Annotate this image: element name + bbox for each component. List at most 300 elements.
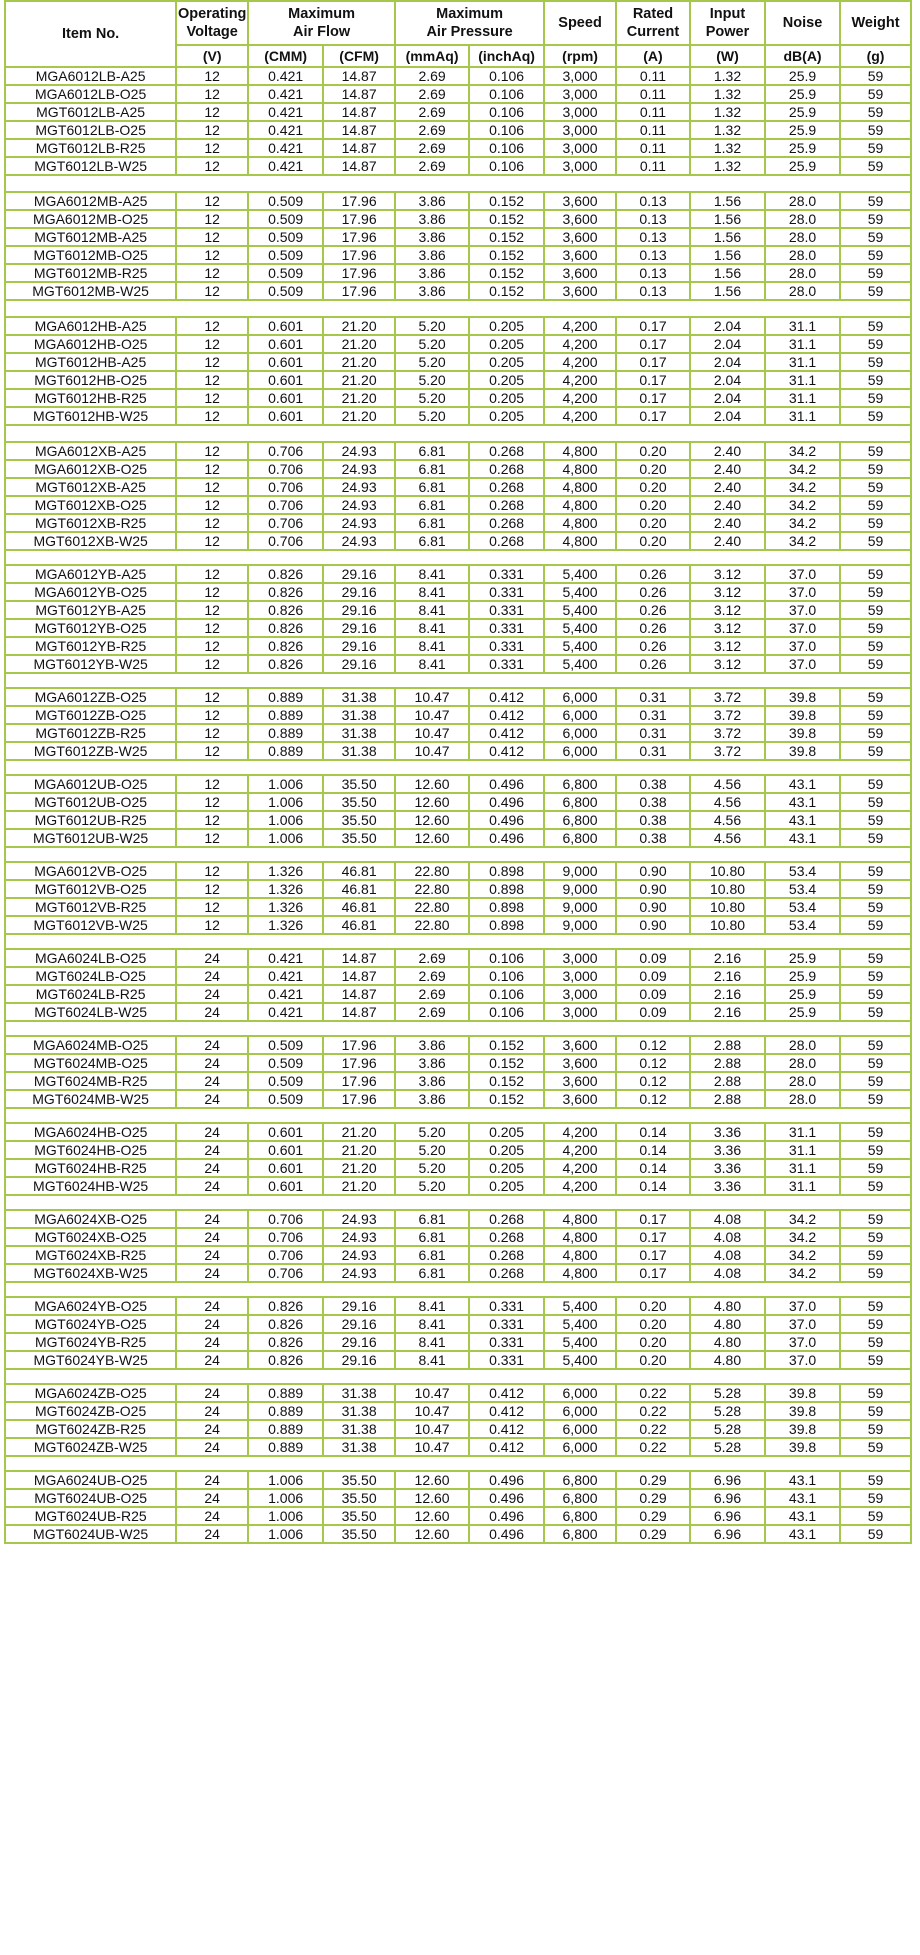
cell-current-a: 0.29: [616, 1525, 690, 1543]
cell-item-no: MGT6024XB-R25: [5, 1246, 176, 1264]
cell-noise-dba: 53.4: [765, 880, 840, 898]
cell-airflow-cfm: 29.16: [323, 637, 395, 655]
cell-current-a: 0.38: [616, 775, 690, 793]
cell-noise-dba: 43.1: [765, 775, 840, 793]
group-spacer: [5, 175, 911, 192]
cell-weight-g: 59: [840, 688, 911, 706]
cell-pressure-mmaq: 6.81: [395, 1228, 469, 1246]
cell-speed-rpm: 6,800: [544, 829, 616, 847]
group-spacer: [5, 673, 911, 688]
cell-speed-rpm: 4,200: [544, 407, 616, 425]
cell-airflow-cfm: 46.81: [323, 862, 395, 880]
cell-current-a: 0.17: [616, 389, 690, 407]
cell-power-w: 1.56: [690, 246, 765, 264]
cell-power-w: 2.40: [690, 496, 765, 514]
cell-item-no: MGT6012UB-W25: [5, 829, 176, 847]
cell-power-w: 1.56: [690, 228, 765, 246]
table-row: [5, 282, 911, 300]
cell-noise-dba: 34.2: [765, 1210, 840, 1228]
cell-speed-rpm: 3,000: [544, 103, 616, 121]
cell-airflow-cmm: 0.509: [248, 264, 323, 282]
cell-weight-g: 59: [840, 601, 911, 619]
table-row: [5, 565, 911, 583]
cell-voltage: 12: [176, 353, 248, 371]
cell-noise-dba: 37.0: [765, 565, 840, 583]
cell-noise-dba: 31.1: [765, 371, 840, 389]
cell-speed-rpm: 4,800: [544, 478, 616, 496]
cell-pressure-mmaq: 22.80: [395, 880, 469, 898]
cell-speed-rpm: 4,200: [544, 1123, 616, 1141]
table-row: [5, 532, 911, 550]
cell-speed-rpm: 3,000: [544, 985, 616, 1003]
cell-speed-rpm: 5,400: [544, 601, 616, 619]
group-spacer: [5, 1108, 911, 1123]
cell-item-no: MGA6024UB-O25: [5, 1471, 176, 1489]
cell-current-a: 0.38: [616, 829, 690, 847]
cell-airflow-cmm: 0.421: [248, 1003, 323, 1021]
cell-airflow-cfm: 29.16: [323, 583, 395, 601]
cell-voltage: 12: [176, 442, 248, 460]
cell-power-w: 1.32: [690, 121, 765, 139]
cell-power-w: 3.72: [690, 706, 765, 724]
unit-grams: (g): [840, 45, 911, 67]
cell-weight-g: 59: [840, 1351, 911, 1369]
cell-airflow-cfm: 31.38: [323, 1438, 395, 1456]
table-row: [5, 139, 911, 157]
cell-power-w: 4.56: [690, 775, 765, 793]
cell-power-w: 3.36: [690, 1141, 765, 1159]
header-noise: Noise: [765, 1, 840, 45]
cell-pressure-inchaq: 0.412: [469, 706, 544, 724]
cell-power-w: 1.56: [690, 192, 765, 210]
table-row: [5, 1471, 911, 1489]
cell-pressure-mmaq: 5.20: [395, 1141, 469, 1159]
cell-airflow-cfm: 14.87: [323, 85, 395, 103]
cell-weight-g: 59: [840, 1297, 911, 1315]
cell-voltage: 12: [176, 742, 248, 760]
cell-airflow-cmm: 0.601: [248, 407, 323, 425]
cell-voltage: 24: [176, 1090, 248, 1108]
cell-current-a: 0.11: [616, 121, 690, 139]
cell-power-w: 3.36: [690, 1159, 765, 1177]
cell-weight-g: 59: [840, 742, 911, 760]
header-max-airflow: Maximum Air Flow: [248, 1, 395, 45]
cell-pressure-inchaq: 0.106: [469, 967, 544, 985]
cell-weight-g: 59: [840, 478, 911, 496]
cell-speed-rpm: 4,200: [544, 353, 616, 371]
table-row: [5, 246, 911, 264]
cell-airflow-cmm: 0.421: [248, 121, 323, 139]
cell-pressure-mmaq: 3.86: [395, 210, 469, 228]
cell-current-a: 0.13: [616, 228, 690, 246]
cell-item-no: MGT6012XB-A25: [5, 478, 176, 496]
group-spacer-row: [5, 1282, 911, 1297]
group-spacer: [5, 1456, 911, 1471]
cell-current-a: 0.17: [616, 353, 690, 371]
cell-airflow-cmm: 1.326: [248, 898, 323, 916]
cell-airflow-cfm: 21.20: [323, 407, 395, 425]
cell-power-w: 3.72: [690, 688, 765, 706]
cell-weight-g: 59: [840, 811, 911, 829]
cell-pressure-mmaq: 10.47: [395, 1384, 469, 1402]
table-row: [5, 811, 911, 829]
cell-speed-rpm: 5,400: [544, 1333, 616, 1351]
cell-speed-rpm: 6,000: [544, 724, 616, 742]
cell-airflow-cfm: 14.87: [323, 157, 395, 175]
cell-weight-g: 59: [840, 1471, 911, 1489]
cell-airflow-cmm: 0.826: [248, 601, 323, 619]
cell-item-no: MGA6024MB-O25: [5, 1036, 176, 1054]
table-row: [5, 371, 911, 389]
cell-item-no: MGT6024ZB-O25: [5, 1402, 176, 1420]
cell-airflow-cfm: 17.96: [323, 1090, 395, 1108]
cell-item-no: MGA6012UB-O25: [5, 775, 176, 793]
cell-pressure-mmaq: 6.81: [395, 514, 469, 532]
cell-weight-g: 59: [840, 1054, 911, 1072]
cell-airflow-cmm: 0.421: [248, 103, 323, 121]
cell-item-no: MGT6012XB-W25: [5, 532, 176, 550]
cell-speed-rpm: 4,800: [544, 496, 616, 514]
cell-voltage: 12: [176, 139, 248, 157]
cell-speed-rpm: 3,600: [544, 210, 616, 228]
cell-current-a: 0.12: [616, 1090, 690, 1108]
cell-pressure-inchaq: 0.205: [469, 407, 544, 425]
cell-weight-g: 59: [840, 121, 911, 139]
cell-airflow-cmm: 0.826: [248, 619, 323, 637]
cell-weight-g: 59: [840, 496, 911, 514]
cell-airflow-cmm: 0.889: [248, 1402, 323, 1420]
cell-voltage: 12: [176, 706, 248, 724]
cell-item-no: MGT6024YB-W25: [5, 1351, 176, 1369]
cell-airflow-cmm: 1.006: [248, 775, 323, 793]
cell-airflow-cfm: 17.96: [323, 264, 395, 282]
table-row: [5, 1489, 911, 1507]
cell-pressure-mmaq: 2.69: [395, 103, 469, 121]
cell-pressure-mmaq: 6.81: [395, 460, 469, 478]
cell-pressure-inchaq: 0.268: [469, 1210, 544, 1228]
cell-item-no: MGT6012ZB-R25: [5, 724, 176, 742]
cell-airflow-cfm: 29.16: [323, 1315, 395, 1333]
cell-pressure-inchaq: 0.268: [469, 1228, 544, 1246]
cell-airflow-cmm: 0.509: [248, 1072, 323, 1090]
cell-airflow-cfm: 21.20: [323, 1123, 395, 1141]
cell-pressure-inchaq: 0.205: [469, 353, 544, 371]
cell-item-no: MGA6024LB-O25: [5, 949, 176, 967]
cell-voltage: 24: [176, 1072, 248, 1090]
cell-noise-dba: 37.0: [765, 601, 840, 619]
cell-airflow-cfm: 31.38: [323, 1384, 395, 1402]
table-row: [5, 724, 911, 742]
cell-weight-g: 59: [840, 949, 911, 967]
cell-airflow-cmm: 1.006: [248, 811, 323, 829]
cell-pressure-mmaq: 2.69: [395, 121, 469, 139]
cell-noise-dba: 31.1: [765, 389, 840, 407]
cell-power-w: 2.88: [690, 1054, 765, 1072]
cell-weight-g: 59: [840, 1420, 911, 1438]
cell-power-w: 4.08: [690, 1210, 765, 1228]
cell-airflow-cfm: 24.93: [323, 478, 395, 496]
cell-pressure-mmaq: 6.81: [395, 532, 469, 550]
cell-voltage: 24: [176, 1402, 248, 1420]
cell-pressure-inchaq: 0.152: [469, 210, 544, 228]
cell-airflow-cfm: 35.50: [323, 793, 395, 811]
cell-speed-rpm: 6,000: [544, 1438, 616, 1456]
cell-item-no: MGT6012VB-W25: [5, 916, 176, 934]
table-row: [5, 1054, 911, 1072]
header-speed: Speed: [544, 1, 616, 45]
table-row: [5, 742, 911, 760]
cell-airflow-cmm: 1.326: [248, 880, 323, 898]
group-spacer: [5, 1195, 911, 1210]
table-row: [5, 601, 911, 619]
cell-voltage: 12: [176, 898, 248, 916]
cell-voltage: 24: [176, 1351, 248, 1369]
header-rated-current: Rated Current: [616, 1, 690, 45]
cell-power-w: 2.40: [690, 442, 765, 460]
cell-power-w: 1.56: [690, 264, 765, 282]
cell-pressure-mmaq: 5.20: [395, 389, 469, 407]
table-row: [5, 1072, 911, 1090]
cell-speed-rpm: 4,800: [544, 532, 616, 550]
cell-airflow-cmm: 0.889: [248, 742, 323, 760]
group-spacer-row: [5, 1108, 911, 1123]
cell-current-a: 0.20: [616, 1297, 690, 1315]
cell-voltage: 12: [176, 601, 248, 619]
cell-current-a: 0.26: [616, 619, 690, 637]
cell-speed-rpm: 9,000: [544, 862, 616, 880]
table-row: [5, 121, 911, 139]
cell-item-no: MGT6024HB-O25: [5, 1141, 176, 1159]
cell-weight-g: 59: [840, 67, 911, 85]
cell-speed-rpm: 5,400: [544, 565, 616, 583]
cell-noise-dba: 43.1: [765, 1471, 840, 1489]
table-row: [5, 793, 911, 811]
cell-noise-dba: 28.0: [765, 264, 840, 282]
cell-voltage: 12: [176, 583, 248, 601]
cell-speed-rpm: 6,800: [544, 1489, 616, 1507]
cell-pressure-inchaq: 0.268: [469, 514, 544, 532]
cell-power-w: 6.96: [690, 1507, 765, 1525]
cell-noise-dba: 31.1: [765, 353, 840, 371]
cell-airflow-cfm: 29.16: [323, 601, 395, 619]
cell-airflow-cmm: 0.601: [248, 1159, 323, 1177]
cell-weight-g: 59: [840, 1402, 911, 1420]
cell-speed-rpm: 6,800: [544, 1507, 616, 1525]
cell-speed-rpm: 3,000: [544, 1003, 616, 1021]
cell-noise-dba: 34.2: [765, 1228, 840, 1246]
table-row: [5, 85, 911, 103]
cell-airflow-cfm: 14.87: [323, 139, 395, 157]
cell-voltage: 12: [176, 264, 248, 282]
cell-speed-rpm: 4,800: [544, 1246, 616, 1264]
group-spacer-row: [5, 300, 911, 317]
cell-voltage: 12: [176, 460, 248, 478]
cell-airflow-cmm: 0.509: [248, 1054, 323, 1072]
cell-power-w: 1.32: [690, 157, 765, 175]
cell-current-a: 0.22: [616, 1438, 690, 1456]
cell-weight-g: 59: [840, 1246, 911, 1264]
cell-pressure-inchaq: 0.152: [469, 228, 544, 246]
header-row-titles: [5, 1, 911, 45]
cell-voltage: 12: [176, 192, 248, 210]
table-row: [5, 1420, 911, 1438]
cell-pressure-inchaq: 0.152: [469, 264, 544, 282]
cell-noise-dba: 34.2: [765, 514, 840, 532]
cell-pressure-mmaq: 10.47: [395, 688, 469, 706]
group-spacer-row: [5, 550, 911, 565]
cell-current-a: 0.90: [616, 916, 690, 934]
unit-amps: (A): [616, 45, 690, 67]
cell-power-w: 3.12: [690, 601, 765, 619]
cell-pressure-mmaq: 8.41: [395, 565, 469, 583]
cell-airflow-cfm: 24.93: [323, 1246, 395, 1264]
cell-noise-dba: 43.1: [765, 811, 840, 829]
cell-item-no: MGA6012XB-A25: [5, 442, 176, 460]
cell-speed-rpm: 4,800: [544, 1210, 616, 1228]
cell-weight-g: 59: [840, 103, 911, 121]
cell-pressure-mmaq: 6.81: [395, 496, 469, 514]
table-row: [5, 655, 911, 673]
cell-current-a: 0.11: [616, 139, 690, 157]
cell-item-no: MGT6024MB-W25: [5, 1090, 176, 1108]
cell-pressure-mmaq: 2.69: [395, 157, 469, 175]
cell-voltage: 24: [176, 1507, 248, 1525]
cell-power-w: 4.56: [690, 793, 765, 811]
cell-current-a: 0.22: [616, 1384, 690, 1402]
cell-noise-dba: 25.9: [765, 1003, 840, 1021]
table-row: [5, 862, 911, 880]
cell-pressure-mmaq: 8.41: [395, 1333, 469, 1351]
cell-pressure-mmaq: 6.81: [395, 442, 469, 460]
cell-airflow-cmm: 0.421: [248, 157, 323, 175]
cell-speed-rpm: 3,600: [544, 246, 616, 264]
cell-noise-dba: 34.2: [765, 478, 840, 496]
cell-pressure-mmaq: 10.47: [395, 1438, 469, 1456]
cell-pressure-inchaq: 0.152: [469, 282, 544, 300]
cell-power-w: 2.88: [690, 1036, 765, 1054]
cell-speed-rpm: 9,000: [544, 916, 616, 934]
cell-weight-g: 59: [840, 353, 911, 371]
cell-pressure-inchaq: 0.496: [469, 1525, 544, 1543]
cell-noise-dba: 37.0: [765, 619, 840, 637]
cell-weight-g: 59: [840, 460, 911, 478]
cell-item-no: MGT6012ZB-W25: [5, 742, 176, 760]
spec-table-container: [4, 0, 912, 1544]
cell-noise-dba: 39.8: [765, 742, 840, 760]
cell-voltage: 24: [176, 1003, 248, 1021]
cell-item-no: MGT6012HB-R25: [5, 389, 176, 407]
cell-pressure-inchaq: 0.106: [469, 985, 544, 1003]
table-row: [5, 688, 911, 706]
cell-airflow-cfm: 21.20: [323, 1177, 395, 1195]
cell-pressure-mmaq: 2.69: [395, 67, 469, 85]
cell-power-w: 2.88: [690, 1072, 765, 1090]
cell-noise-dba: 39.8: [765, 1420, 840, 1438]
cell-item-no: MGT6012YB-R25: [5, 637, 176, 655]
cell-speed-rpm: 6,000: [544, 1402, 616, 1420]
cell-pressure-inchaq: 0.268: [469, 496, 544, 514]
cell-pressure-inchaq: 0.898: [469, 898, 544, 916]
cell-weight-g: 59: [840, 282, 911, 300]
cell-speed-rpm: 6,800: [544, 793, 616, 811]
cell-pressure-inchaq: 0.205: [469, 1141, 544, 1159]
cell-airflow-cfm: 17.96: [323, 246, 395, 264]
table-row: [5, 442, 911, 460]
cell-current-a: 0.26: [616, 655, 690, 673]
cell-pressure-mmaq: 6.81: [395, 1210, 469, 1228]
table-row: [5, 1333, 911, 1351]
cell-voltage: 24: [176, 1438, 248, 1456]
cell-item-no: MGT6024LB-R25: [5, 985, 176, 1003]
cell-weight-g: 59: [840, 85, 911, 103]
cell-pressure-inchaq: 0.496: [469, 1471, 544, 1489]
cell-power-w: 10.80: [690, 862, 765, 880]
cell-current-a: 0.31: [616, 688, 690, 706]
cell-speed-rpm: 6,800: [544, 811, 616, 829]
cell-pressure-mmaq: 12.60: [395, 1525, 469, 1543]
cell-voltage: 12: [176, 67, 248, 85]
cell-weight-g: 59: [840, 1141, 911, 1159]
cell-noise-dba: 31.1: [765, 335, 840, 353]
cell-airflow-cmm: 0.509: [248, 192, 323, 210]
cell-speed-rpm: 4,800: [544, 442, 616, 460]
cell-noise-dba: 39.8: [765, 706, 840, 724]
cell-speed-rpm: 4,800: [544, 460, 616, 478]
cell-pressure-mmaq: 8.41: [395, 583, 469, 601]
cell-current-a: 0.13: [616, 282, 690, 300]
cell-voltage: 12: [176, 389, 248, 407]
cell-weight-g: 59: [840, 1507, 911, 1525]
cell-current-a: 0.26: [616, 565, 690, 583]
cell-airflow-cmm: 0.706: [248, 514, 323, 532]
cell-current-a: 0.17: [616, 1228, 690, 1246]
cell-voltage: 12: [176, 407, 248, 425]
cell-item-no: MGT6024MB-O25: [5, 1054, 176, 1072]
cell-pressure-inchaq: 0.152: [469, 1054, 544, 1072]
cell-pressure-mmaq: 5.20: [395, 1123, 469, 1141]
cell-voltage: 12: [176, 514, 248, 532]
cell-speed-rpm: 5,400: [544, 1315, 616, 1333]
cell-airflow-cfm: 17.96: [323, 282, 395, 300]
cell-airflow-cmm: 0.421: [248, 985, 323, 1003]
table-row: [5, 1384, 911, 1402]
cell-airflow-cmm: 0.421: [248, 967, 323, 985]
cell-voltage: 12: [176, 103, 248, 121]
table-row: [5, 1246, 911, 1264]
cell-item-no: MGT6012UB-R25: [5, 811, 176, 829]
header-operating-voltage: Operating Voltage: [176, 1, 248, 45]
table-row: [5, 1438, 911, 1456]
cell-airflow-cmm: 0.509: [248, 1036, 323, 1054]
cell-current-a: 0.11: [616, 67, 690, 85]
cell-current-a: 0.20: [616, 496, 690, 514]
cell-item-no: MGA6024YB-O25: [5, 1297, 176, 1315]
cell-noise-dba: 28.0: [765, 1072, 840, 1090]
cell-item-no: MGT6012LB-A25: [5, 103, 176, 121]
cell-weight-g: 59: [840, 514, 911, 532]
cell-airflow-cmm: 0.601: [248, 335, 323, 353]
cell-airflow-cmm: 0.601: [248, 1123, 323, 1141]
table-row: [5, 1036, 911, 1054]
cell-speed-rpm: 3,600: [544, 1054, 616, 1072]
cell-current-a: 0.17: [616, 335, 690, 353]
cell-power-w: 2.04: [690, 407, 765, 425]
cell-airflow-cmm: 0.601: [248, 371, 323, 389]
cell-weight-g: 59: [840, 985, 911, 1003]
cell-pressure-inchaq: 0.331: [469, 619, 544, 637]
cell-speed-rpm: 4,200: [544, 317, 616, 335]
cell-weight-g: 59: [840, 583, 911, 601]
